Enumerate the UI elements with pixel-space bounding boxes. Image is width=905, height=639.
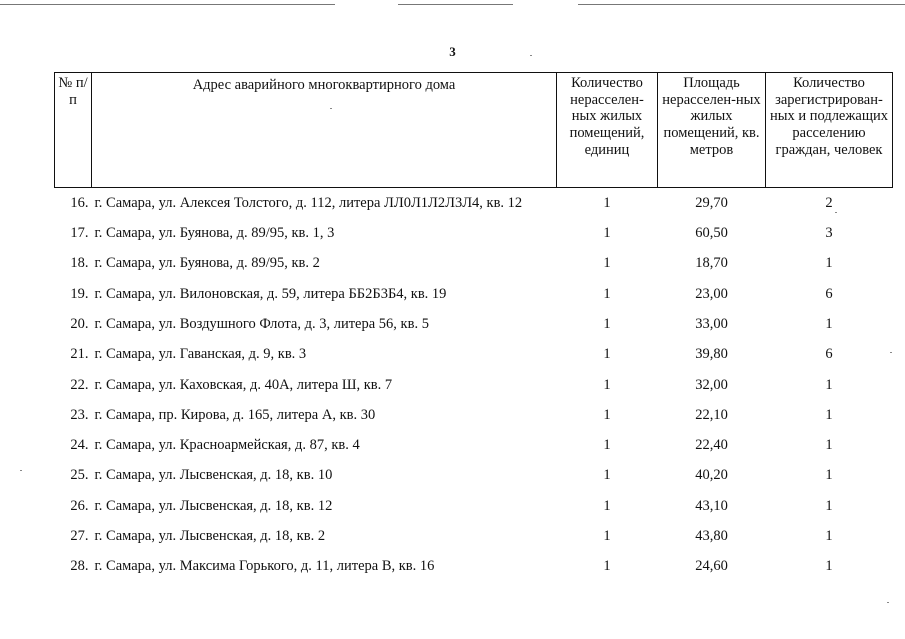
header-units: Количество нерасселен-ных жилых помещений, единиц [557, 73, 658, 188]
scan-speck [887, 602, 889, 603]
row-address: г. Самара, ул. Лысвенская, д. 18, кв. 10 [94, 467, 333, 484]
row-number: 26. [70, 497, 89, 514]
row-area: 24,60 [695, 558, 728, 575]
row-people: 1 [825, 467, 833, 484]
table-row [55, 430, 893, 460]
row-number: 19. [70, 285, 89, 302]
row-number: 18. [70, 255, 89, 272]
row-address: г. Самара, ул. Буянова, д. 89/95, кв. 1, 3 [94, 225, 335, 242]
row-address: г. Самара, ул. Максима Горького, д. 11, литера В, кв. 16 [94, 558, 435, 575]
row-address: г. Самара, пр. Кирова, д. 165, литера А, кв. 30 [94, 406, 376, 423]
row-number: 28. [70, 558, 89, 575]
header-area: Площадь нерасселен-ных жилых помещений, кв. метров [658, 73, 766, 188]
row-people: 1 [825, 558, 833, 575]
row-units: 1 [603, 437, 611, 454]
row-number: 22. [70, 376, 89, 393]
row-address: г. Самара, ул. Гаванская, д. 9, кв. 3 [94, 346, 307, 363]
housing-table [54, 72, 893, 582]
table-row [55, 339, 893, 369]
row-area: 29,70 [695, 194, 728, 211]
row-people: 6 [825, 285, 833, 302]
row-area: 32,00 [695, 376, 728, 393]
row-units: 1 [603, 346, 611, 363]
row-area: 23,00 [695, 285, 728, 302]
row-number: 27. [70, 528, 89, 545]
header-people: Количество зарегистрирован-ных и подлежащих расселению граждан, человек [766, 73, 893, 188]
row-people: 1 [825, 376, 833, 393]
header-address: Адрес аварийного многоквартирного дома [92, 73, 557, 188]
scan-edge-line [578, 4, 905, 5]
row-people: 1 [825, 497, 833, 514]
table-row [55, 309, 893, 339]
row-area: 60,50 [695, 225, 728, 242]
row-number: 24. [70, 437, 89, 454]
row-people: 1 [825, 406, 833, 423]
header-num: № п/п [55, 73, 92, 188]
row-people: 1 [825, 255, 833, 272]
row-number: 17. [70, 225, 89, 242]
table-row [55, 521, 893, 551]
row-people: 1 [825, 316, 833, 332]
table-row [55, 218, 893, 248]
row-area: 22,40 [695, 437, 728, 454]
scan-edge-line [0, 4, 335, 5]
row-people: 6 [825, 346, 833, 363]
row-number: 20. [70, 316, 89, 332]
row-units: 1 [603, 497, 611, 514]
row-number: 25. [70, 467, 89, 484]
row-units: 1 [603, 528, 611, 545]
page-number: 3 [449, 44, 456, 59]
row-people: 1 [825, 528, 833, 545]
row-units: 1 [603, 376, 611, 393]
row-people: 3 [825, 225, 833, 242]
table-header-row [55, 73, 893, 188]
row-units: 1 [603, 316, 611, 332]
row-units: 1 [603, 467, 611, 484]
row-area: 43,80 [695, 528, 728, 545]
row-area: 39,80 [695, 346, 728, 363]
row-address: г. Самара, ул. Лысвенская, д. 18, кв. 2 [94, 528, 326, 545]
row-number: 16. [70, 194, 89, 211]
row-address: г. Самара, ул. Лысвенская, д. 18, кв. 12 [94, 497, 333, 514]
row-units: 1 [603, 406, 611, 423]
row-area: 33,00 [695, 316, 728, 332]
table-row [55, 188, 893, 219]
row-address: г. Самара, ул. Красноармейская, д. 87, кв. 4 [94, 437, 360, 454]
row-area: 18,70 [695, 255, 728, 272]
row-address: г. Самара, ул. Каховская, д. 40А, литера Ш, кв. 7 [94, 376, 393, 393]
table-row [55, 491, 893, 521]
row-units: 1 [603, 225, 611, 242]
row-area: 40,20 [695, 467, 728, 484]
table-row [55, 370, 893, 400]
row-units: 1 [603, 255, 611, 272]
row-number: 23. [70, 406, 89, 423]
table-row [55, 552, 893, 582]
row-units: 1 [603, 285, 611, 302]
scan-edge-line [398, 4, 513, 5]
row-units: 1 [603, 194, 611, 211]
scan-speck [20, 470, 22, 471]
table-row [55, 461, 893, 491]
row-area: 22,10 [695, 406, 728, 423]
table-row [55, 400, 893, 430]
row-people: 2 [825, 194, 833, 211]
row-number: 21. [70, 346, 89, 363]
table-row [55, 279, 893, 309]
row-address: г. Самара, ул. Алексея Толстого, д. 112, литера ЛЛ0Л1Л2Л3Л4, кв. 12 [94, 194, 523, 211]
row-address: г. Самара, ул. Буянова, д. 89/95, кв. 2 [94, 255, 320, 272]
row-address: г. Самара, ул. Воздушного Флота, д. 3, литера 56, кв. 5 [94, 316, 429, 332]
row-units: 1 [603, 558, 611, 575]
row-address: г. Самара, ул. Вилоновская, д. 59, литера ББ2Б3Б4, кв. 19 [94, 285, 447, 302]
table-row [55, 249, 893, 279]
row-area: 43,10 [695, 497, 728, 514]
row-people: 1 [825, 437, 833, 454]
